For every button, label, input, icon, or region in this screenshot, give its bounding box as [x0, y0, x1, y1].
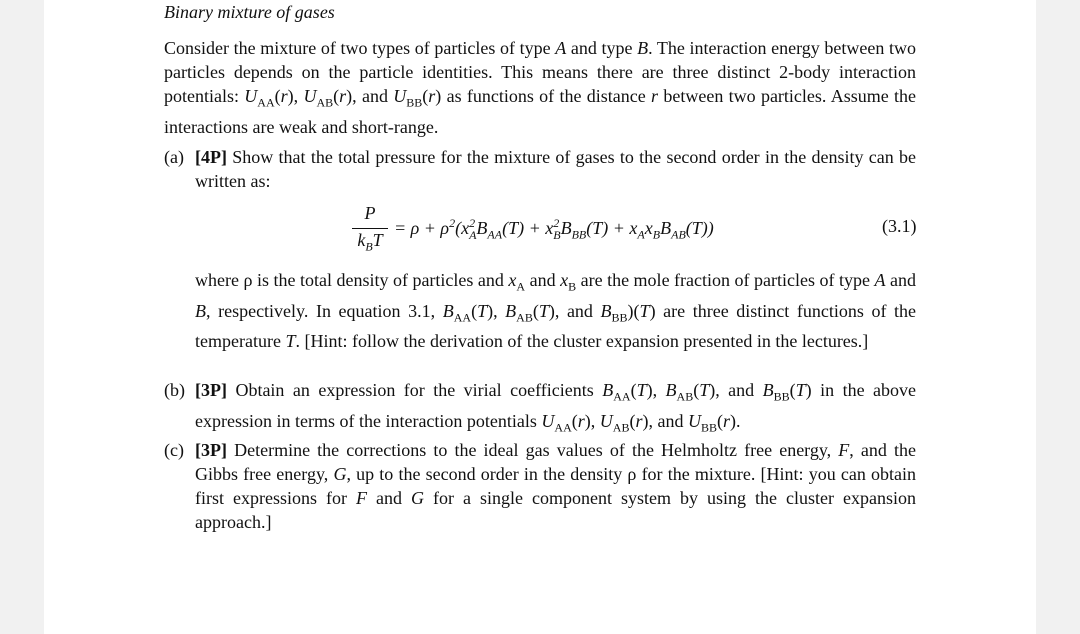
equation-3-1 — [350, 203, 910, 253]
question-a-label: (a) — [164, 147, 184, 167]
question-c-label: (c) — [164, 440, 184, 460]
question-c-text: [3P] Determine the corrections to the ideal gas values of the Helmholtz free energy, F, and the Gibbs free energy, G, up to the second order in the density ρ for the mixture. [Hint: you can obtain first expressions for F and G for a single component system by using the cluster expansion approach.] — [195, 440, 917, 532]
section-title: Binary mixture of gases — [164, 2, 335, 22]
question-a-text: [4P] Show that the total pressure for the mixture of gases to the second order in the density can be written as: — [195, 147, 916, 191]
question-b-text: [3P] Obtain an expression for the virial coefficients $B_{AA}(T)$, $B_{AB}(T)$, and $B_{BB}(T)$ in the above expression in terms of the interaction potentials $U_{AA}(r)$, $U_{AB}(r)$, and $U_{BB}(r)$. — [195, 380, 916, 435]
fraction-denominator: $k_BT$ — [357, 230, 383, 254]
intro-paragraph: Consider the mixture of two types of particles of type A and type B. The interaction energy between two particles depends on the particle identities. This means there are three distinct 2-body interaction potentials: $U_{AA}(r)$, $U_{AB}(r)$, and $U_{BB}(r)$ as functions of the distance r between two particles. Assume the interactions are weak and short-range. — [164, 38, 917, 137]
fraction-numerator: P — [364, 203, 376, 223]
equation-number: (3.1) — [882, 216, 917, 236]
question-b-label: (b) — [164, 380, 185, 400]
question-a-continued-text: where ρ is the total density of particles and $x_A$ and $x_B$ are the mole fraction of particles of type A and B, respectively. In equation 3.1, $B_{AA}(T)$, $B_{AB}(T)$, and $B_{BB})(T)$ are three distinct functions of the temperature T. [Hint: follow the derivation of the cluster expansion presented in the lectures.] — [195, 270, 917, 352]
equation-rhs: = $\rho + \rho^2(x^2_AB_{AA}(T) + x^2_BB_{BB}(T) + x_Ax_BB_{AB}(T))$ — [394, 216, 714, 242]
